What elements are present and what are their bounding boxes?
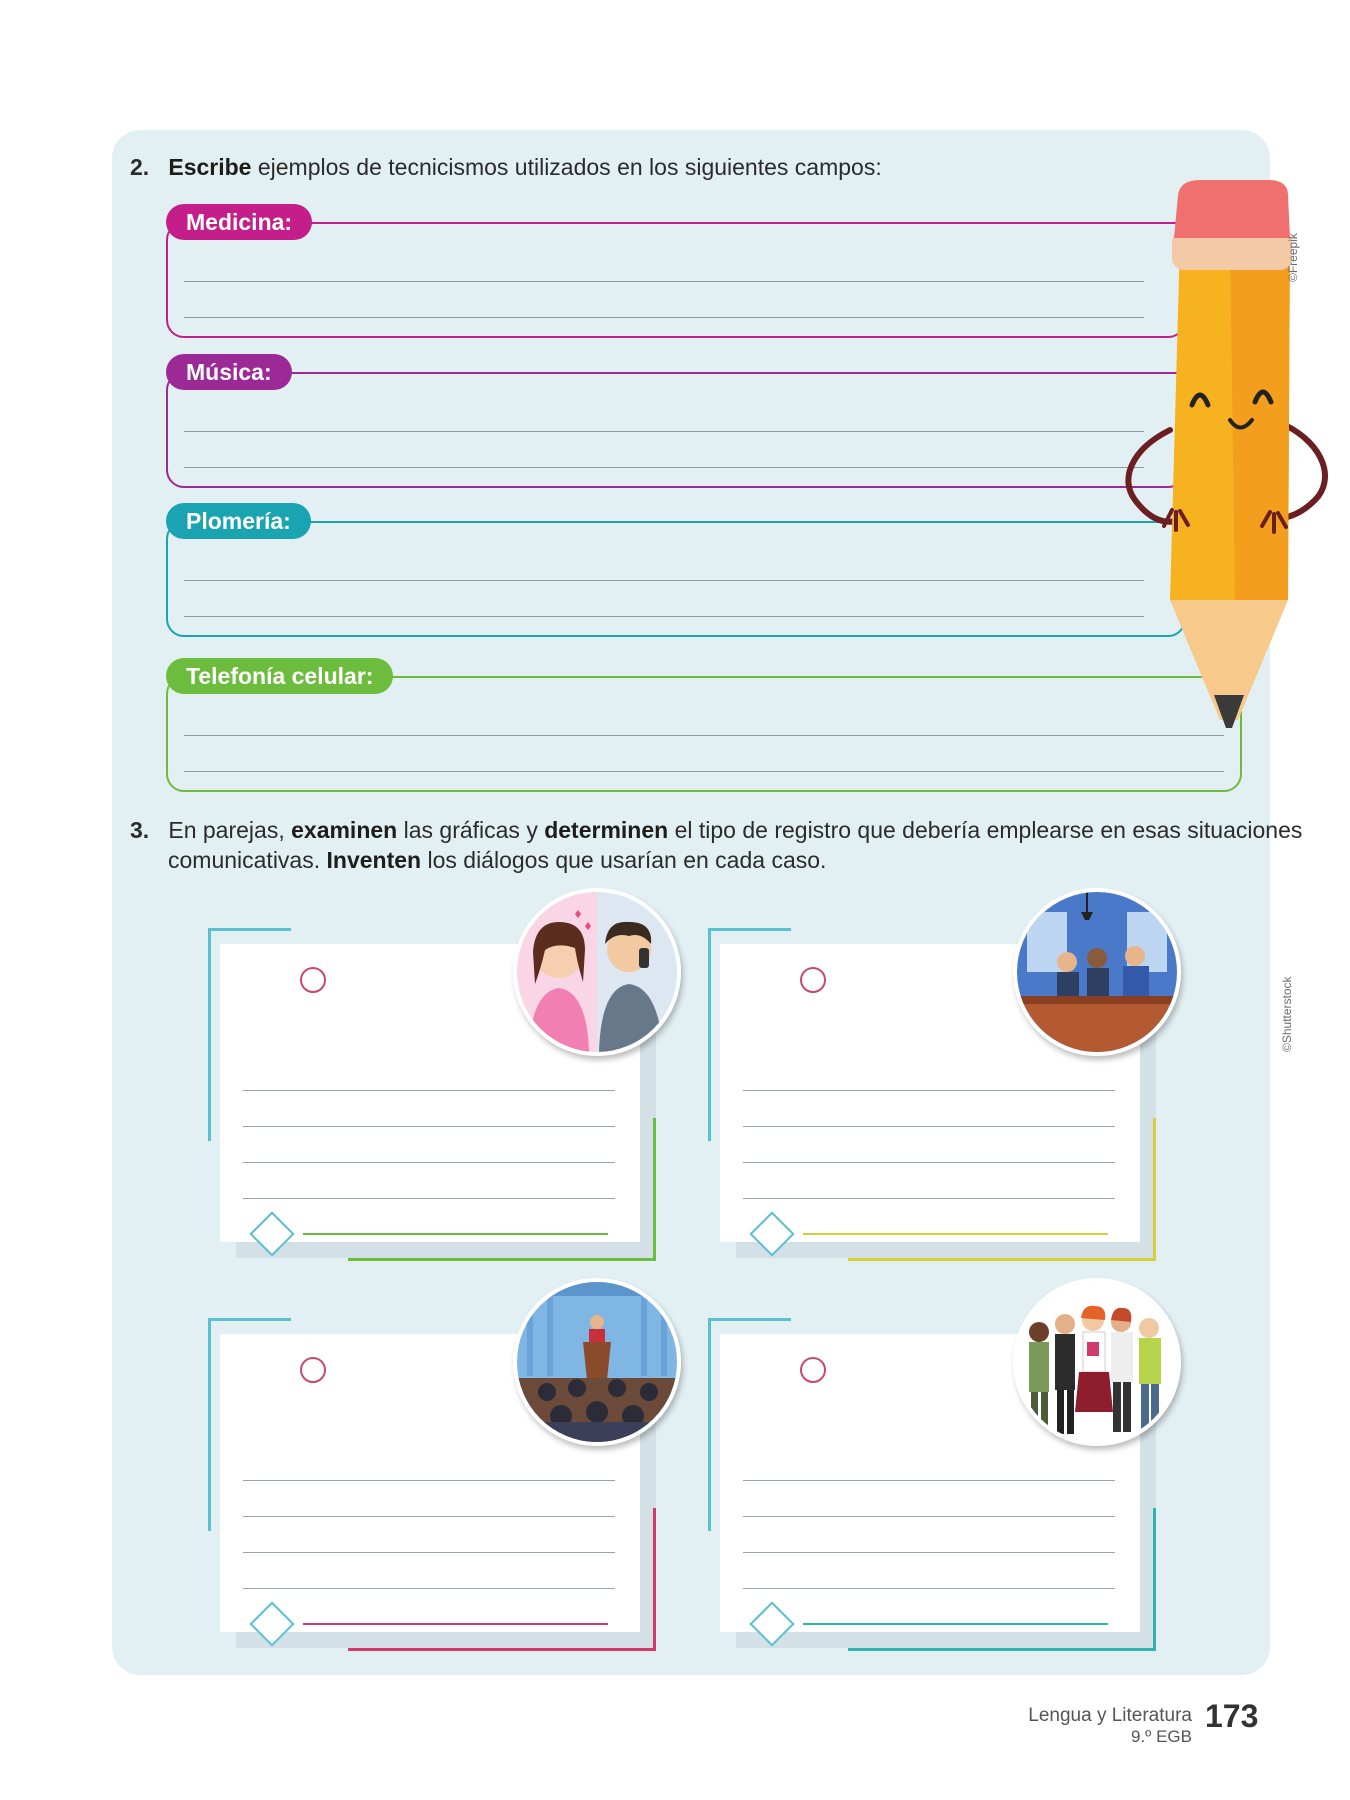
writing-line[interactable] — [243, 1162, 615, 1163]
page-number: 173 — [1205, 1698, 1259, 1734]
field-musica-label: Música: — [166, 354, 292, 390]
writing-line[interactable] — [184, 580, 1144, 581]
dialogue-card-1 — [208, 888, 668, 1268]
writing-line[interactable] — [243, 1552, 615, 1553]
writing-line[interactable] — [184, 317, 1144, 318]
writing-line[interactable] — [184, 431, 1144, 432]
card-frame-accent — [348, 1118, 656, 1261]
circle-marker — [300, 967, 326, 993]
writing-line[interactable] — [184, 735, 1224, 736]
writing-line[interactable] — [743, 1126, 1115, 1127]
writing-line[interactable] — [743, 1552, 1115, 1553]
card-accent-line — [303, 1233, 608, 1235]
field-medicina-box — [166, 222, 1186, 338]
card-accent-line — [803, 1623, 1108, 1625]
question-3 — [130, 815, 1302, 845]
card-accent-line — [303, 1623, 608, 1625]
field-plomeria-label: Plomería: — [166, 503, 311, 539]
card-accent-line — [803, 1233, 1108, 1235]
circle-marker — [800, 967, 826, 993]
dialogue-card-3 — [208, 1278, 668, 1658]
writing-line[interactable] — [184, 467, 1144, 468]
writing-line[interactable] — [743, 1588, 1115, 1589]
footer-subject: Lengua y Literatura — [1028, 1705, 1192, 1726]
writing-line[interactable] — [743, 1090, 1115, 1091]
question-3-number: 3. — [130, 817, 150, 843]
field-telefonia-label: Telefonía celular: — [166, 658, 393, 694]
writing-line[interactable] — [184, 616, 1144, 617]
question-3-text: los diálogos que usarían en cada caso. — [421, 847, 827, 873]
circle-marker — [800, 1357, 826, 1383]
writing-line[interactable] — [743, 1198, 1115, 1199]
writing-line[interactable] — [243, 1516, 615, 1517]
question-3-line-2 — [168, 845, 826, 875]
question-3-verb: Inventen — [326, 847, 422, 873]
field-plomeria-box — [166, 521, 1186, 637]
writing-line[interactable] — [243, 1480, 615, 1481]
field-medicina-label: Medicina: — [166, 204, 312, 240]
writing-line[interactable] — [184, 281, 1144, 282]
question-3-text: En parejas, — [168, 817, 292, 843]
writing-line[interactable] — [243, 1588, 615, 1589]
pencil-mascot-illustration — [1110, 180, 1340, 730]
card-frame-accent — [848, 1508, 1156, 1651]
writing-line[interactable] — [243, 1126, 615, 1127]
footer-grade: 9.º EGB — [1130, 1727, 1192, 1746]
question-2-verb: Escribe — [168, 154, 252, 180]
shutterstock-credit: ©Shutterstock — [1280, 976, 1294, 1052]
question-2 — [130, 152, 882, 182]
dialogue-card-4 — [708, 1278, 1168, 1658]
couple-phone-call-illustration — [513, 888, 681, 1056]
dialogue-card-2 — [708, 888, 1168, 1268]
question-3-verb: determinen — [544, 817, 669, 843]
question-3-text: comunicativas. — [168, 847, 327, 873]
circle-marker — [300, 1357, 326, 1383]
office-meeting-illustration — [1013, 888, 1181, 1056]
question-2-number: 2. — [130, 154, 150, 180]
field-musica-box — [166, 372, 1186, 488]
group-of-teenagers-illustration — [1013, 1278, 1181, 1446]
card-frame-accent — [848, 1118, 1156, 1261]
writing-line[interactable] — [743, 1516, 1115, 1517]
question-3-text: el tipo de registro que debería emplearse en esas situaciones — [668, 817, 1303, 843]
writing-line[interactable] — [243, 1090, 615, 1091]
question-2-text: ejemplos de tecnicismos utilizados en los siguientes campos: — [251, 154, 882, 180]
conference-speaker-illustration — [513, 1278, 681, 1446]
writing-line[interactable] — [743, 1162, 1115, 1163]
writing-line[interactable] — [743, 1480, 1115, 1481]
writing-line[interactable] — [184, 771, 1224, 772]
question-3-verb: examinen — [291, 817, 398, 843]
writing-line[interactable] — [243, 1198, 615, 1199]
card-frame-accent — [348, 1508, 656, 1651]
question-3-text: las gráficas y — [397, 817, 545, 843]
freepik-credit: ©Freepik — [1286, 233, 1300, 282]
